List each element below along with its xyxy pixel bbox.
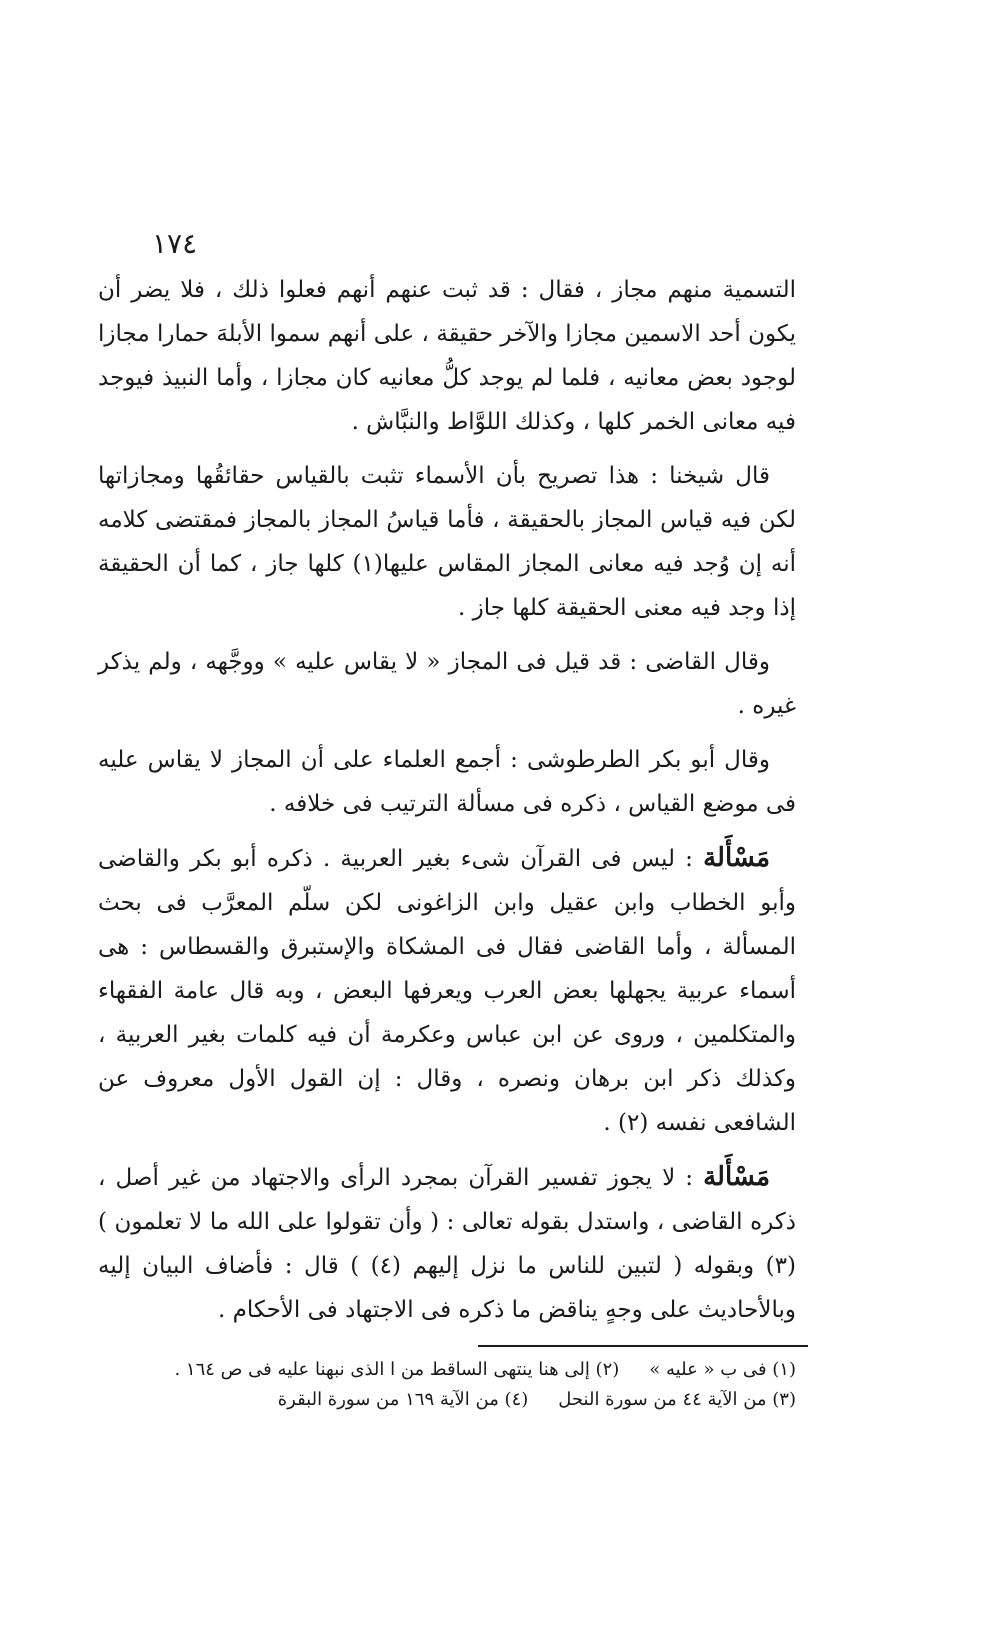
footnote: (٤) من الآية ١٦٩ من سورة البقرة	[277, 1389, 529, 1410]
footnote: (١) فى ب « عليه »	[649, 1359, 796, 1380]
footnote-separator	[478, 1345, 808, 1347]
page-number: ١٧٤	[152, 227, 198, 260]
paragraph-text: وقال أبو بكر الطرطوشى : أجمع العلماء على أن المجاز لا يقاس عليه فى موضع القياس ، ذكره فى مسألة الترتيب فى خلافه .	[98, 747, 796, 817]
paragraph-text: وقال القاضى : قد قيل فى المجاز « لا يقاس عليه » ووجَّهه ، ولم يذكر غيره .	[98, 649, 796, 719]
paragraph	[98, 836, 796, 1145]
footnote-line	[98, 1385, 796, 1415]
paragraph	[98, 640, 796, 728]
paragraph	[98, 1155, 796, 1332]
footnotes	[98, 1355, 796, 1415]
paragraph-text: : لا يجوز تفسير القرآن بمجرد الرأى والاجتهاد من غير أصل ، ذكره القاضى ، واستدل بقوله تعالى : ( وأن تقولوا على الله ما لا تعلمون ) (٣) وبقوله ( لتبين للناس ما نزل إليهم (٤) ) قال : فأضاف البيان إليه وبالأحاديث على وجهٍ يناقض ما ذكره فى الاجتهاد فى الأحكام .	[98, 1165, 796, 1323]
footnote: (٢) إلى هنا ينتهى الساقط من ا الذى نبهنا عليه فى ص ١٦٤ .	[174, 1359, 620, 1380]
body-text	[98, 268, 796, 1342]
paragraph-text: التسمية منهم مجاز ، فقال : قد ثبت عنهم أنهم فعلوا ذلك ، فلا يضر أن يكون أحد الاسمين مجازا والآخر حقيقة ، على أنهم سموا الأبلهَ حمارا مجازا لوجود بعض معانيه ، فلما لم يوجد كلُّ معانيه كان مجازا ، وأما النبيذ فيوجد فيه معانى الخمر كلها ، وكذلك اللوَّاط والنبَّاش .	[98, 277, 796, 435]
paragraph-text: قال شيخنا : هذا تصريح بأن الأسماء تثبت بالقياس حقائقُها ومجازاتها لكن فيه قياس المجاز بالحقيقة ، فأما قياسُ المجاز بالمجاز فمقتضى كلامه أنه إن وُجد فيه معانى المجاز المقاس عليها(١) كلها جاز ، كما أن الحقيقة إذا وجد فيه معنى الحقيقة كلها جاز .	[98, 463, 797, 621]
footnote: (٣) من الآية ٤٤ من سورة النحل	[558, 1389, 796, 1410]
paragraph-text: : ليس فى القرآن شىء بغير العربية . ذكره أبو بكر والقاضى وأبو الخطاب وابن عقيل وابن الزاغونى لكن سلّم المعرَّب فى بحث المسألة ، وأما القاضى فقال فى المشكاة والإستبرق والقسطاس : هى أسماء عربية يجهلها بعض العرب ويعرفها البعض ، وبه قال عامة الفقهاء والمتكلمين ، وروى عن ابن عباس وعكرمة أن فيه كلمات بغير العربية ، وكذلك ذكر ابن برهان ونصره ، وقال : إن القول الأول معروف عن الشافعى نفسه (٢) .	[98, 846, 796, 1136]
paragraph	[98, 454, 796, 630]
section-heading: مَسْأَلة	[703, 843, 770, 873]
paragraph	[98, 738, 796, 826]
paragraph	[98, 268, 796, 444]
footnote-line	[98, 1355, 796, 1385]
section-heading: مَسْأَلة	[703, 1162, 770, 1192]
